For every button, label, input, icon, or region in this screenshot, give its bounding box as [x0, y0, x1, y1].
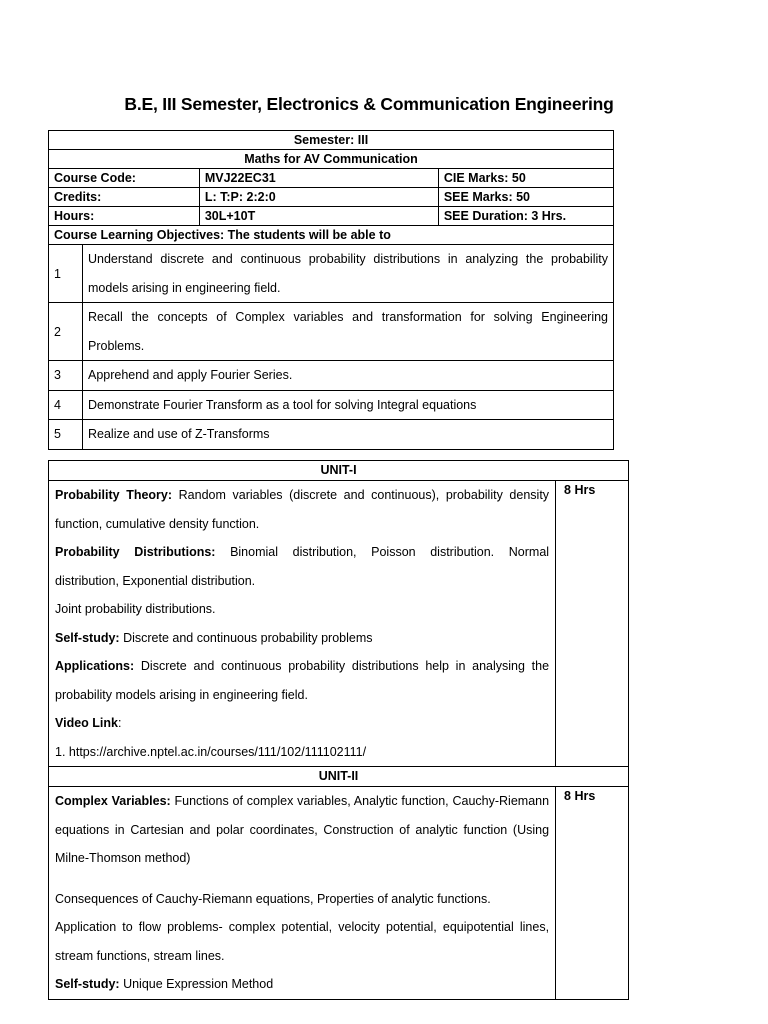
unit-1-paragraph: [55, 624, 549, 653]
course-info-table: [48, 130, 614, 450]
unit-2-heading: UNIT-II: [49, 767, 629, 787]
objective-text: Apprehend and apply Fourier Series.: [83, 361, 614, 391]
objective-number: 3: [49, 361, 83, 391]
objectives-heading: Course Learning Objectives: The students will be able to: [49, 226, 614, 245]
course-code-row: [49, 169, 614, 188]
course-code-label: Course Code:: [49, 169, 200, 188]
unit-2-paragraph: Application to flow problems- complex potential, velocity potential, equipotential lines, stream functions, stream lines.: [55, 920, 550, 963]
topic-text: Discrete and continuous probability problems: [119, 630, 373, 645]
see-marks: SEE Marks: 50: [438, 188, 613, 207]
objective-number: 2: [49, 303, 83, 361]
semester-cell: Semester: III: [49, 131, 614, 150]
topic-label: Self-study:: [55, 977, 120, 991]
topic-text: Functions of complex variables, Analytic function, Cauchy-Riemann equations in Cartesian and polar coordinates, Construction of analytic function (Using Milne-Thomson method): [55, 794, 550, 865]
objective-row: [49, 303, 614, 361]
unit-2-content: [49, 787, 556, 1000]
objective-row: [49, 245, 614, 303]
topic-label: Probability Distributions:: [55, 545, 216, 559]
unit-2-row: [49, 787, 629, 1000]
video-link[interactable]: 1. https://archive.nptel.ac.in/courses/111/102/111102111/: [55, 744, 367, 759]
video-link-heading: [55, 709, 549, 738]
objective-text: Recall the concepts of Complex variables and transformation for solving Engineering Problems.: [83, 303, 614, 361]
video-link-label: Video Link: [55, 716, 118, 730]
unit-1-paragraph: Joint probability distributions.: [55, 602, 216, 616]
unit-1-row: [49, 481, 629, 767]
objective-text: Understand discrete and continuous probability distributions in analyzing the probability models arising in engineering field.: [83, 245, 614, 303]
unit-2-hours: 8 Hrs: [556, 787, 629, 1000]
course-code-value: MVJ22EC31: [199, 169, 438, 188]
objective-number: 4: [49, 390, 83, 420]
topic-label: Complex Variables:: [55, 794, 171, 808]
units-table: [48, 460, 629, 1000]
course-name-cell: Maths for AV Communication: [49, 150, 614, 169]
hours-value: 30L+10T: [199, 207, 438, 226]
credits-row: [49, 188, 614, 207]
credits-value: L: T:P: 2:2:0: [199, 188, 438, 207]
unit-1-content: [49, 481, 556, 767]
unit-1-hours: 8 Hrs: [556, 481, 629, 767]
unit-1-heading: UNIT-I: [49, 461, 629, 481]
objective-row: [49, 390, 614, 420]
topic-label: Probability Theory:: [55, 488, 173, 502]
topic-text: Binomial distribution, Poisson distribution. Normal distribution, Exponential distribution.: [55, 545, 550, 588]
objective-number: 1: [49, 245, 83, 303]
credits-label: Credits:: [49, 188, 200, 207]
objective-row: [49, 361, 614, 391]
spacer: [55, 873, 549, 885]
topic-text: Unique Expression Method: [119, 977, 274, 991]
topic-text: Random variables (discrete and continuous), probability density function, cumulative density function.: [55, 488, 550, 531]
hours-label: Hours:: [49, 207, 200, 226]
topic-label: Self-study:: [55, 630, 120, 645]
page-title: B.E, III Semester, Electronics & Communication Engineering: [124, 94, 614, 114]
topic-label: Applications:: [55, 659, 135, 673]
hours-row: [49, 207, 614, 226]
unit-1-paragraph: [55, 538, 549, 595]
objective-text: Demonstrate Fourier Transform as a tool for solving Integral equations: [83, 390, 614, 420]
unit-2-paragraph: Consequences of Cauchy-Riemann equations, Properties of analytic functions.: [55, 891, 491, 906]
objective-number: 5: [49, 420, 83, 450]
unit-2-paragraph: [55, 787, 549, 873]
unit-2-paragraph: [55, 970, 549, 999]
unit-1-paragraph: [55, 652, 549, 709]
objective-text: Realize and use of Z-Transforms: [83, 420, 614, 450]
cie-marks: CIE Marks: 50: [438, 169, 613, 188]
objective-row: [49, 420, 614, 450]
video-link-colon: :: [117, 716, 122, 730]
topic-text: Discrete and continuous probability distributions help in analysing the probability models arising in engineering field.: [55, 659, 550, 702]
see-duration: SEE Duration: 3 Hrs.: [438, 207, 613, 226]
unit-1-paragraph: [55, 481, 549, 538]
